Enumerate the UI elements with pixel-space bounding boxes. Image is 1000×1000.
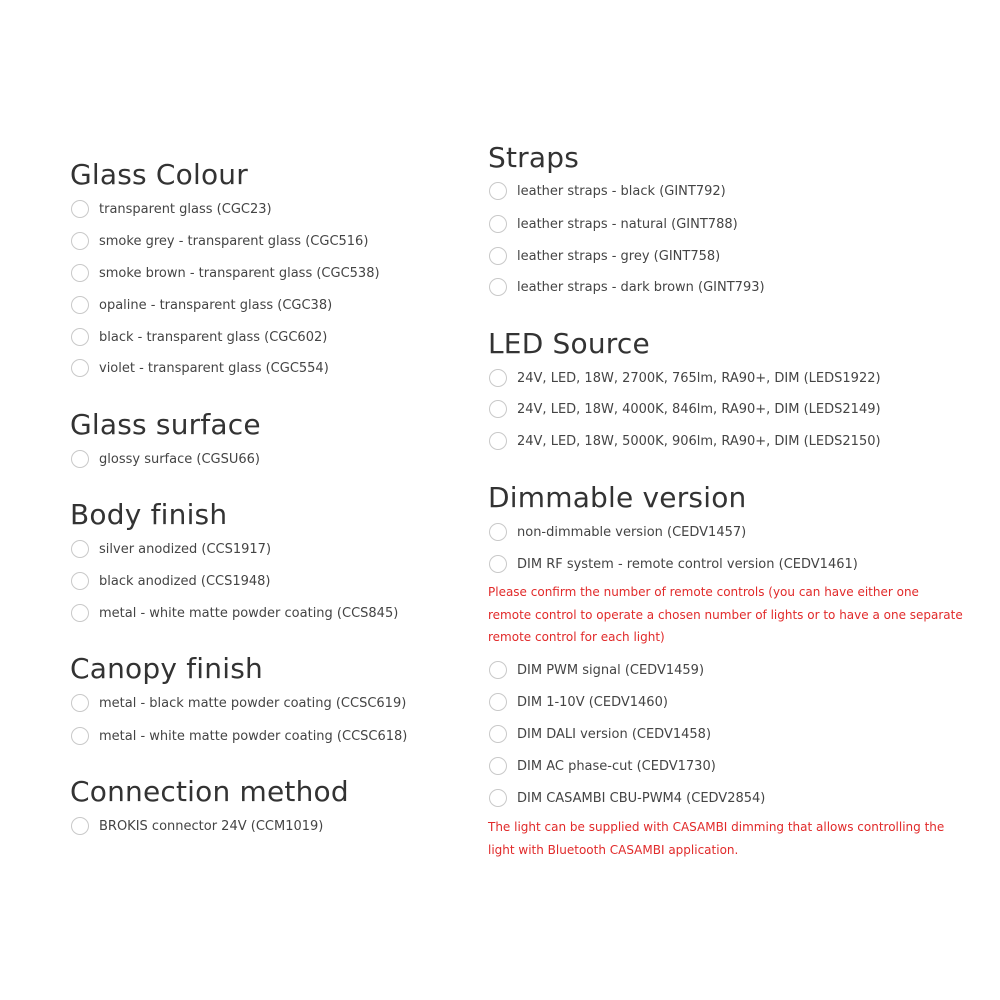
radio-circle-icon[interactable] bbox=[489, 693, 507, 711]
option-label: black - transparent glass (CGC602) bbox=[99, 329, 328, 345]
radio-circle-icon[interactable] bbox=[489, 523, 507, 541]
option-label: metal - white matte powder coating (CCSC618) bbox=[99, 728, 408, 744]
option-led-5000k[interactable] bbox=[488, 430, 881, 452]
option-opaline[interactable] bbox=[70, 294, 332, 316]
option-label: leather straps - black (GINT792) bbox=[517, 183, 726, 199]
radio-circle-icon[interactable] bbox=[71, 540, 89, 558]
radio-circle-icon[interactable] bbox=[489, 789, 507, 807]
option-led-2700k[interactable] bbox=[488, 367, 881, 389]
option-smoke-brown[interactable] bbox=[70, 262, 380, 284]
option-label: violet - transparent glass (CGC554) bbox=[99, 360, 329, 376]
section-title-body-finish: Body finish bbox=[70, 498, 228, 531]
option-dim-pwm[interactable] bbox=[488, 659, 704, 681]
option-label: smoke grey - transparent glass (CGC516) bbox=[99, 233, 369, 249]
section-title-glass-colour: Glass Colour bbox=[70, 158, 248, 191]
option-label: DIM RF system - remote control version (CEDV1461) bbox=[517, 556, 858, 572]
option-non-dimmable[interactable] bbox=[488, 521, 746, 543]
option-smoke-grey[interactable] bbox=[70, 230, 368, 252]
option-black-matte-canopy[interactable] bbox=[70, 692, 406, 714]
option-white-matte-canopy[interactable] bbox=[70, 725, 407, 747]
option-label: DIM DALI version (CEDV1458) bbox=[517, 726, 712, 742]
radio-circle-icon[interactable] bbox=[71, 604, 89, 622]
option-strap-dark-brown[interactable] bbox=[488, 276, 765, 298]
option-glossy-surface[interactable] bbox=[70, 448, 260, 470]
radio-circle-icon[interactable] bbox=[489, 369, 507, 387]
radio-circle-icon[interactable] bbox=[71, 572, 89, 590]
radio-circle-icon[interactable] bbox=[489, 400, 507, 418]
radio-circle-icon[interactable] bbox=[71, 359, 89, 377]
option-white-matte-body[interactable] bbox=[70, 602, 398, 624]
option-label: glossy surface (CGSU66) bbox=[99, 451, 260, 467]
radio-circle-icon[interactable] bbox=[489, 661, 507, 679]
radio-circle-icon[interactable] bbox=[489, 555, 507, 573]
option-label: opaline - transparent glass (CGC38) bbox=[99, 297, 333, 313]
option-strap-grey[interactable] bbox=[488, 245, 720, 267]
option-label: leather straps - dark brown (GINT793) bbox=[517, 279, 765, 295]
radio-circle-icon[interactable] bbox=[71, 727, 89, 745]
radio-circle-icon[interactable] bbox=[489, 757, 507, 775]
radio-circle-icon[interactable] bbox=[71, 328, 89, 346]
option-label: 24V, LED, 18W, 5000K, 906lm, RA90+, DIM (LEDS2150) bbox=[517, 433, 881, 449]
option-dim-1-10v[interactable] bbox=[488, 691, 668, 713]
section-title-dimmable-version: Dimmable version bbox=[488, 481, 747, 514]
option-label: 24V, LED, 18W, 2700K, 765lm, RA90+, DIM (LEDS1922) bbox=[517, 370, 881, 386]
radio-circle-icon[interactable] bbox=[489, 725, 507, 743]
option-label: BROKIS connector 24V (CCM1019) bbox=[99, 818, 324, 834]
radio-circle-icon[interactable] bbox=[71, 232, 89, 250]
option-strap-black[interactable] bbox=[488, 180, 726, 202]
radio-circle-icon[interactable] bbox=[489, 278, 507, 296]
radio-circle-icon[interactable] bbox=[71, 817, 89, 835]
note-remote-controls: Please confirm the number of remote controls (you can have either one remote control to operate a chosen number of lights or to have a one separate remote control for each light) bbox=[488, 585, 963, 644]
note-casambi: The light can be supplied with CASAMBI dimming that allows controlling the light with Bluetooth CASAMBI application. bbox=[488, 820, 945, 857]
radio-circle-icon[interactable] bbox=[489, 215, 507, 233]
option-label: smoke brown - transparent glass (CGC538) bbox=[99, 265, 380, 281]
section-title-connection-method: Connection method bbox=[70, 775, 349, 808]
option-label: metal - black matte powder coating (CCSC619) bbox=[99, 695, 407, 711]
radio-circle-icon[interactable] bbox=[71, 200, 89, 218]
option-label: non-dimmable version (CEDV1457) bbox=[517, 524, 747, 540]
section-title-straps: Straps bbox=[488, 141, 579, 174]
radio-circle-icon[interactable] bbox=[489, 247, 507, 265]
option-label: 24V, LED, 18W, 4000K, 846lm, RA90+, DIM (LEDS2149) bbox=[517, 401, 881, 417]
option-label: transparent glass (CGC23) bbox=[99, 201, 272, 217]
option-violet[interactable] bbox=[70, 357, 329, 379]
radio-circle-icon[interactable] bbox=[489, 432, 507, 450]
radio-circle-icon[interactable] bbox=[71, 694, 89, 712]
option-dim-dali[interactable] bbox=[488, 723, 711, 745]
option-label: DIM 1-10V (CEDV1460) bbox=[517, 694, 668, 710]
option-label: leather straps - grey (GINT758) bbox=[517, 248, 721, 264]
option-silver-anodized[interactable] bbox=[70, 538, 271, 560]
option-label: black anodized (CCS1948) bbox=[99, 573, 271, 589]
radio-circle-icon[interactable] bbox=[489, 182, 507, 200]
option-label: DIM CASAMBI CBU-PWM4 (CEDV2854) bbox=[517, 790, 766, 806]
option-black-anodized[interactable] bbox=[70, 570, 271, 592]
radio-circle-icon[interactable] bbox=[71, 296, 89, 314]
option-dim-rf[interactable] bbox=[488, 553, 858, 575]
option-led-4000k[interactable] bbox=[488, 398, 881, 420]
option-brokis-connector[interactable] bbox=[70, 815, 323, 837]
option-black-glass[interactable] bbox=[70, 326, 327, 348]
option-label: leather straps - natural (GINT788) bbox=[517, 216, 738, 232]
section-title-glass-surface: Glass surface bbox=[70, 408, 261, 441]
option-dim-ac-phase-cut[interactable] bbox=[488, 755, 716, 777]
radio-circle-icon[interactable] bbox=[71, 264, 89, 282]
option-transparent-glass[interactable] bbox=[70, 198, 272, 220]
section-title-led-source: LED Source bbox=[488, 327, 650, 360]
radio-circle-icon[interactable] bbox=[71, 450, 89, 468]
option-strap-natural[interactable] bbox=[488, 213, 738, 235]
option-label: DIM AC phase-cut (CEDV1730) bbox=[517, 758, 716, 774]
option-dim-casambi[interactable] bbox=[488, 787, 765, 809]
option-label: silver anodized (CCS1917) bbox=[99, 541, 272, 557]
section-title-canopy-finish: Canopy finish bbox=[70, 652, 263, 685]
option-label: metal - white matte powder coating (CCS845) bbox=[99, 605, 399, 621]
option-label: DIM PWM signal (CEDV1459) bbox=[517, 662, 705, 678]
